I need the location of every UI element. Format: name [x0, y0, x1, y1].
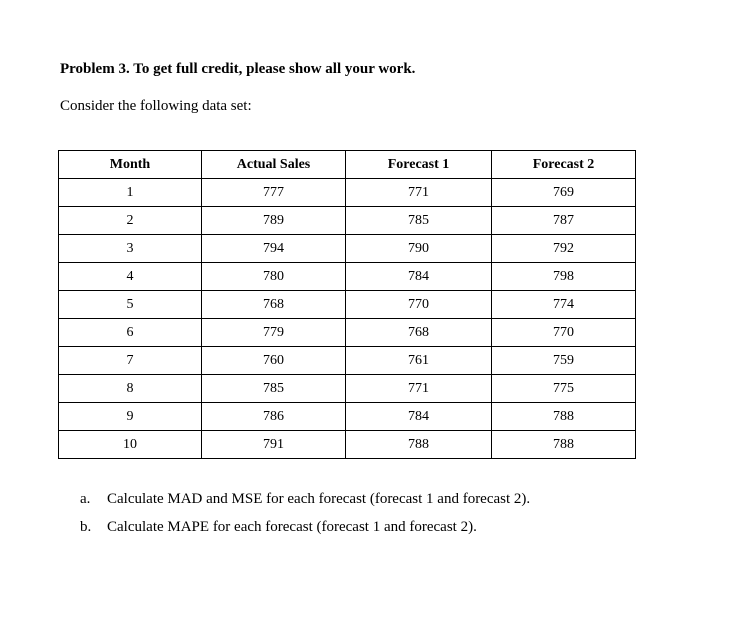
cell-forecast-2: 774 — [492, 291, 636, 319]
cell-month: 8 — [59, 375, 202, 403]
cell-month: 2 — [59, 207, 202, 235]
cell-month: 1 — [59, 179, 202, 207]
cell-forecast-1: 785 — [346, 207, 492, 235]
table-row — [59, 375, 636, 403]
cell-month: 5 — [59, 291, 202, 319]
cell-month: 7 — [59, 347, 202, 375]
problem-heading: Problem 3. To get full credit, please show all your work. — [60, 61, 416, 77]
table-row — [59, 347, 636, 375]
cell-month: 10 — [59, 431, 202, 459]
cell-actual-sales: 791 — [202, 431, 346, 459]
cell-actual-sales: 785 — [202, 375, 346, 403]
cell-forecast-1: 768 — [346, 319, 492, 347]
cell-actual-sales: 789 — [202, 207, 346, 235]
cell-forecast-1: 771 — [346, 375, 492, 403]
question-text: Calculate MAPE for each forecast (forecast 1 and forecast 2). — [107, 519, 477, 535]
table-row — [59, 403, 636, 431]
cell-actual-sales: 777 — [202, 179, 346, 207]
cell-actual-sales: 794 — [202, 235, 346, 263]
cell-forecast-1: 784 — [346, 263, 492, 291]
table-row — [59, 319, 636, 347]
header-month: Month — [59, 151, 202, 179]
cell-month: 6 — [59, 319, 202, 347]
cell-forecast-1: 770 — [346, 291, 492, 319]
table-row — [59, 291, 636, 319]
question-text: Calculate MAD and MSE for each forecast (forecast 1 and forecast 2). — [107, 491, 531, 507]
cell-forecast-2: 759 — [492, 347, 636, 375]
cell-forecast-1: 790 — [346, 235, 492, 263]
cell-forecast-2: 787 — [492, 207, 636, 235]
cell-actual-sales: 779 — [202, 319, 346, 347]
cell-forecast-1: 761 — [346, 347, 492, 375]
cell-forecast-2: 775 — [492, 375, 636, 403]
header-forecast-1: Forecast 1 — [346, 151, 492, 179]
table-row — [59, 235, 636, 263]
question-item — [80, 491, 530, 519]
cell-forecast-1: 784 — [346, 403, 492, 431]
cell-actual-sales: 786 — [202, 403, 346, 431]
cell-forecast-1: 788 — [346, 431, 492, 459]
table-row — [59, 431, 636, 459]
question-list — [80, 491, 530, 547]
cell-forecast-2: 798 — [492, 263, 636, 291]
cell-month: 9 — [59, 403, 202, 431]
cell-forecast-2: 770 — [492, 319, 636, 347]
table-row — [59, 179, 636, 207]
header-forecast-2: Forecast 2 — [492, 151, 636, 179]
header-actual-sales: Actual Sales — [202, 151, 346, 179]
cell-forecast-2: 769 — [492, 179, 636, 207]
cell-actual-sales: 768 — [202, 291, 346, 319]
cell-month: 3 — [59, 235, 202, 263]
cell-month: 4 — [59, 263, 202, 291]
question-item — [80, 519, 530, 547]
question-marker: a. — [80, 491, 91, 507]
cell-forecast-1: 771 — [346, 179, 492, 207]
cell-forecast-2: 788 — [492, 403, 636, 431]
intro-text: Consider the following data set: — [60, 98, 252, 114]
table-row — [59, 263, 636, 291]
table-row — [59, 207, 636, 235]
question-marker: b. — [80, 519, 92, 535]
cell-forecast-2: 792 — [492, 235, 636, 263]
table-header-row — [59, 151, 636, 179]
cell-actual-sales: 760 — [202, 347, 346, 375]
cell-forecast-2: 788 — [492, 431, 636, 459]
data-table — [58, 150, 636, 459]
cell-actual-sales: 780 — [202, 263, 346, 291]
